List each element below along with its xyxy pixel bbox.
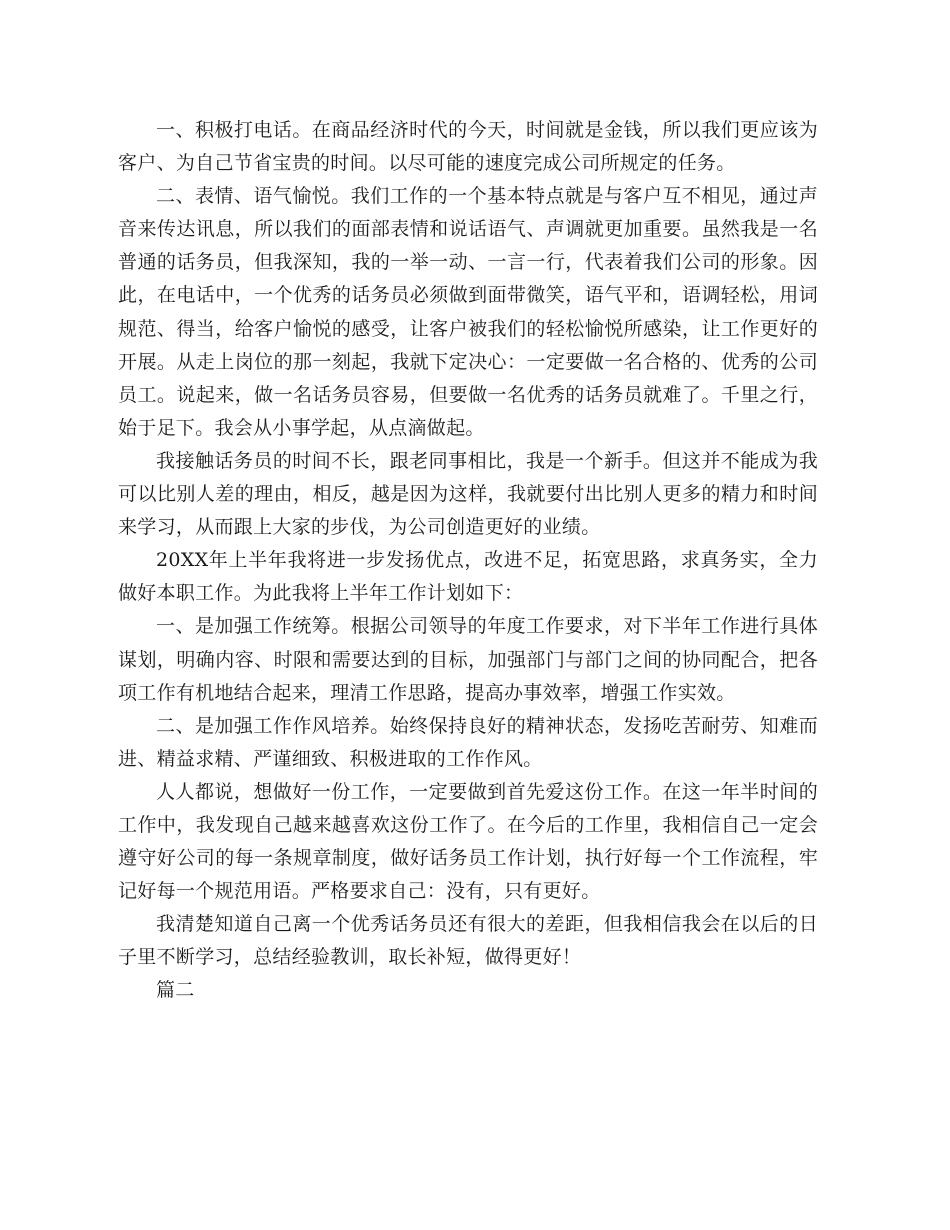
paragraph-4: 20XX年上半年我将进一步发扬优点，改进不足，拓宽思路，求真务实，全力做好本职工作。为此我将上半年工作计划如下： bbox=[118, 549, 818, 605]
paragraph-1: 一、积极打电话。在商品经济时代的今天，时间就是金钱，所以我们更应该为客户、为自己节省宝贵的时间。以尽可能的速度完成公司所规定的任务。 bbox=[118, 119, 818, 175]
document-body bbox=[118, 114, 818, 1008]
paragraph-2: 二、表情、语气愉悦。我们工作的一个基本特点就是与客户互不相见，通过声音来传达讯息，所以我们的面部表情和说话语气、声调就更加重要。虽然我是一名普通的话务员，但我深知，我的一举一动、一言一行，代表着我们公司的形象。因此，在电话中，一个优秀的话务员必须做到面带微笑，语气平和，语调轻松，用词规范、得当，给客户愉悦的感受，让客户被我们的轻松愉悦所感染，让工作更好的开展。从走上岗位的那一刻起，我就下定决心：一定要做一名合格的、优秀的公司员工。说起来，做一名话务员容易，但要做一名优秀的话务员就难了。千里之行，始于足下。我会从小事学起，从点滴做起。 bbox=[118, 185, 818, 439]
paragraph-6: 二、是加强工作作风培养。始终保持良好的精神状态，发扬吃苦耐劳、知难而进、精益求精、严谨细致、积极进取的工作作风。 bbox=[118, 714, 818, 770]
paragraph-3: 我接触话务员的时间不长，跟老同事相比，我是一个新手。但这并不能成为我可以比别人差的理由，相反，越是因为这样，我就要付出比别人更多的精力和时间来学习，从而跟上大家的步伐，为公司创造更好的业绩。 bbox=[118, 449, 818, 539]
paragraph-8: 我清楚知道自己离一个优秀话务员还有很大的差距，但我相信我会在以后的日子里不断学习，总结经验教训，取长补短，做得更好！ bbox=[118, 913, 818, 969]
section-heading: 篇二 bbox=[156, 979, 195, 1002]
paragraph-7: 人人都说，想做好一份工作，一定要做到首先爱这份工作。在这一年半时间的工作中，我发现自己越来越喜欢这份工作了。在今后的工作里，我相信自己一定会遵守好公司的每一条规章制度，做好话务员工作计划，执行好每一个工作流程，牢记好每一个规范用语。严格要求自己：没有，只有更好。 bbox=[118, 780, 818, 903]
paragraph-5: 一、是加强工作统筹。根据公司领导的年度工作要求，对下半年工作进行具体谋划，明确内容、时限和需要达到的目标，加强部门与部门之间的协同配合，把各项工作有机地结合起来，理清工作思路，提高办事效率，增强工作实效。 bbox=[118, 615, 818, 704]
